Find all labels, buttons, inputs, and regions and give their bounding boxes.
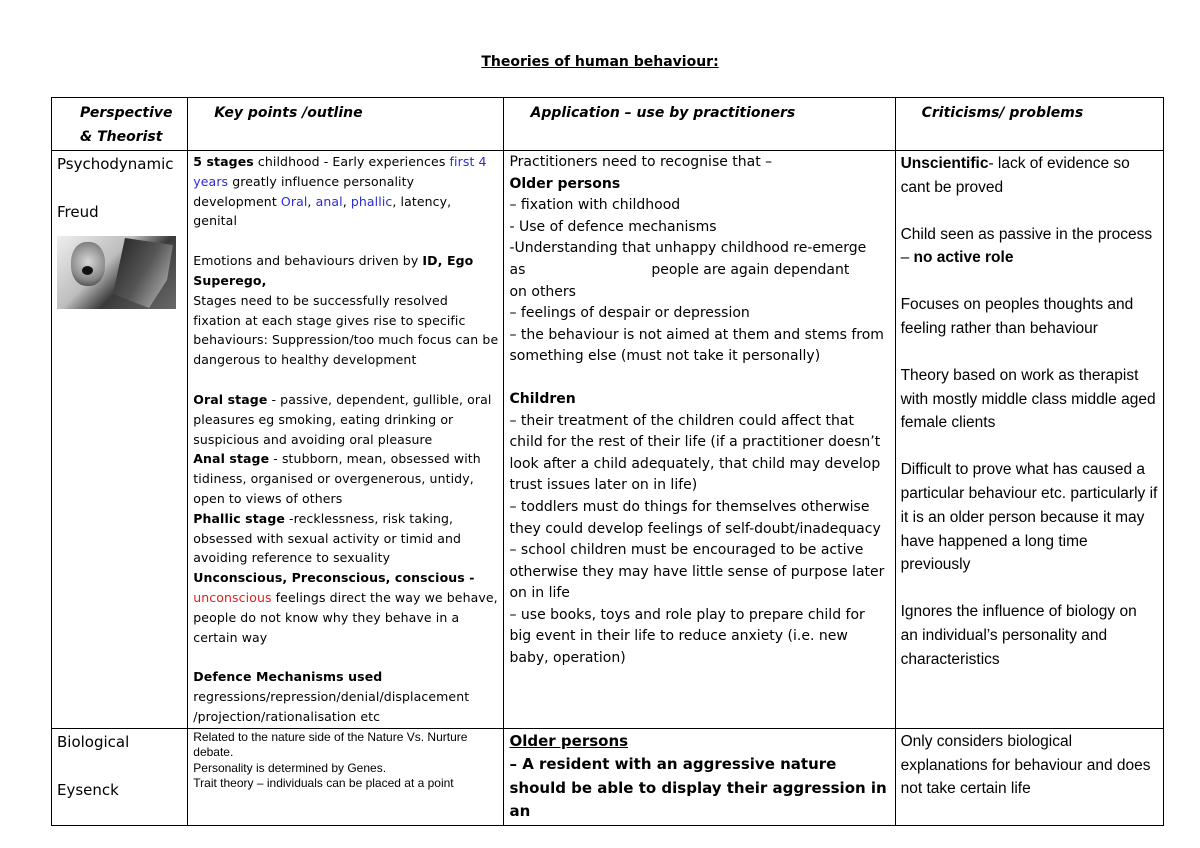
list-item: as people are again dependant bbox=[509, 261, 850, 278]
key-points-cell bbox=[188, 728, 504, 825]
list-item: Related to the nature side of the Nature Vs. Nurture debate. bbox=[193, 729, 468, 760]
id-ego-paragraph: Emotions and behaviours driven by ID, Ego Superego, Stages need to be successfully resolved fixation at each stage gives rise to specific behaviours: Suppression/too much focus can be dangerous to healthy development bbox=[193, 253, 499, 368]
children-heading: Children bbox=[509, 390, 576, 407]
anal-stage-text: Anal stage - stubborn, mean, obsessed with tidiness, organised or overgenerous, untidy, open to views of others bbox=[193, 451, 481, 506]
table-row-biological bbox=[52, 728, 1164, 825]
criticism-item: Child seen as passive in the process – no active role bbox=[900, 225, 1153, 267]
list-item: – their treatment of the children could affect that child for the rest of their life (if a practitioner doesn’t look after a child adequately, that child may develop trust issues later on in life) bbox=[509, 412, 881, 494]
list-item: -Understanding that unhappy childhood re-emerge bbox=[509, 240, 867, 257]
criticism-item: Ignores the influence of biology on an individual’s personality and characteristics bbox=[900, 603, 1137, 668]
list-item: – toddlers must do things for themselves otherwise they could develop feelings of self-doubt/inadequacy bbox=[509, 498, 881, 537]
list-item: on others bbox=[509, 283, 576, 300]
criticism-item: Theory based on work as therapist with mostly middle class middle aged female clients bbox=[900, 366, 1156, 432]
application-cell bbox=[504, 728, 895, 825]
older-persons-heading: Older persons bbox=[509, 731, 629, 750]
list-item: – A resident with an aggressive nature should be able to display their aggression in an bbox=[509, 755, 887, 821]
list-item: – the behaviour is not aimed at them and stems from something else (must not take it personally) bbox=[509, 326, 884, 365]
list-item: – school children must be encouraged to be active otherwise they may have little sense of purpose later on in life bbox=[509, 542, 885, 602]
theorist-name: Freud bbox=[57, 203, 99, 221]
freud-photo-image bbox=[57, 236, 176, 309]
header-key-points: Key points /outline bbox=[188, 98, 504, 151]
older-persons-heading: Older persons bbox=[509, 175, 621, 192]
header-criticisms: Criticisms/ problems bbox=[895, 98, 1163, 151]
key-points-cell bbox=[188, 151, 504, 729]
application-intro: Practitioners need to recognise that – bbox=[509, 154, 773, 170]
criticism-item: Unscientific- lack of evidence so cant be proved bbox=[900, 155, 1130, 196]
perspective-name: Biological bbox=[57, 732, 130, 751]
header-perspective: Perspective & Theorist bbox=[52, 98, 188, 151]
list-item: – fixation with childhood bbox=[509, 197, 681, 214]
header-row bbox=[52, 98, 1164, 151]
theorist-name: Eysenck bbox=[57, 780, 119, 799]
perspective-cell bbox=[52, 728, 188, 825]
perspective-cell bbox=[52, 151, 188, 729]
criticisms-cell bbox=[895, 151, 1163, 729]
application-cell bbox=[504, 151, 895, 729]
criticisms-cell bbox=[895, 728, 1163, 825]
stages-paragraph: 5 stages childhood - Early experiences first 4 years greatly influence personality development Oral, anal, phallic, latency, genital bbox=[193, 154, 487, 229]
oral-stage-text: Oral stage - passive, dependent, gullible, oral pleasures eg smoking, eating drinking or suspicious and avoiding oral pleasure bbox=[193, 391, 492, 447]
unconscious-text: Unconscious, Preconscious, conscious - unconscious feelings direct the way we behave, people do not know why they behave in a certain way bbox=[193, 570, 498, 645]
perspective-name: Psychodynamic bbox=[57, 155, 174, 173]
list-item: Trait theory – individuals can be placed at a point bbox=[193, 776, 454, 791]
defence-mechanisms-text: Defence Mechanisms used regressions/repression/denial/displacement /projection/rationalisation etc bbox=[193, 669, 470, 724]
list-item: - Use of defence mechanisms bbox=[509, 218, 717, 235]
criticism-item: Difficult to prove what has caused a particular behaviour etc. particularly if it is an older person because it may have happened a long time previously bbox=[900, 461, 1158, 574]
criticism-item: Only considers biological explanations for behaviour and does not take certain life bbox=[900, 732, 1151, 798]
phallic-stage-text: Phallic stage -recklessness, risk taking, obsessed with sexual activity or timid and avoiding reference to sexuality bbox=[193, 510, 462, 566]
list-item: Personality is determined by Genes. bbox=[193, 760, 387, 775]
theories-table bbox=[51, 97, 1164, 826]
page-title: Theories of human behaviour: bbox=[481, 54, 719, 70]
table-row-psychodynamic bbox=[52, 151, 1164, 729]
header-application: Application – use by practitioners bbox=[504, 98, 895, 151]
list-item: – use books, toys and role play to prepare child for big event in their life to reduce anxiety (i.e. new baby, operation) bbox=[509, 606, 865, 667]
list-item: – feelings of despair or depression bbox=[509, 305, 750, 322]
criticism-item: Focuses on peoples thoughts and feeling rather than behaviour bbox=[900, 296, 1134, 337]
